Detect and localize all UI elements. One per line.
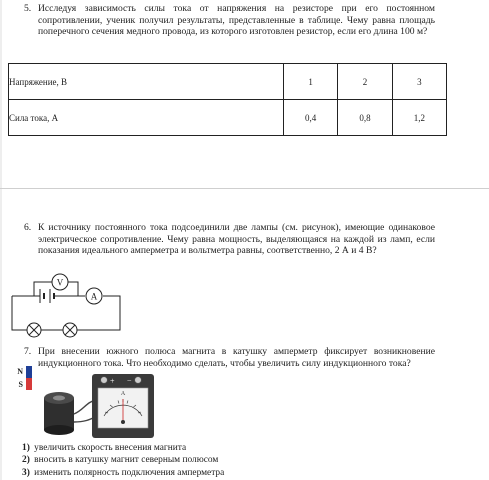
page-edge [0,0,2,480]
meter-plus-label: + [110,376,115,386]
table-row [9,64,447,100]
question-text: Исследуя зависимость силы тока от напряжения на резисторе при его постоянном сопротивлении, ученик получил результаты, представленные в таблице. Чему равна площадь поперечного сечения медного провода, из которого изготовлен резистор, если его длина 100 м? [38,3,435,38]
question-text: К источнику постоянного тока подсоединили две лампы (см. рисунок), имеющие одинаковое электрическое сопротивление. Чему равна мощность, выделяющаяся на каждой из ламп, если показания идеального амперметра и вольтметра равны, соответственно, 2 А и 4 В? [38,222,435,257]
ammeter-label: A [90,291,98,302]
magnet-north-label: N [17,367,23,376]
page-separator [0,188,489,189]
option-number: 3) [22,467,30,478]
question-5 [10,3,435,38]
lamp-icon [27,323,41,337]
question-number: 6. [24,222,32,233]
option-text: увеличить скорость внесения магнита [34,443,187,453]
list-item [22,442,224,454]
magnet-south-label: S [18,380,23,389]
option-text: вносить в катушку магнит северным полюсом [34,455,219,466]
ammeter-device-icon [92,374,154,438]
list-item [22,454,224,466]
question-number: 5. [24,3,32,14]
meter-unit-label: А [120,391,126,397]
table-cell: 3 [392,64,446,100]
list-item [22,467,224,479]
voltmeter-label: V [56,277,64,288]
option-number: 2) [22,455,30,466]
table-cell: 0,4 [284,100,338,136]
question-number: 7. [24,346,32,357]
battery-icon [40,289,54,303]
answer-options [22,442,224,479]
question-text: При внесении южного полюса магнита в катушку амперметр фиксирует возникновение индукционного тока. Что необходимо сделать, чтобы увеличить силу индукционного тока? [38,346,435,369]
option-text: изменить полярность подключения амперметра [34,467,225,478]
table-cell-label: Напряжение, В [9,64,284,100]
table-cell-label: Сила тока, А [9,100,284,136]
table-cell: 2 [338,64,392,100]
lamp-icon [63,323,77,337]
bar-magnet-icon [17,366,32,390]
question-6 [10,222,435,257]
coil-icon [44,392,74,435]
circuit-diagram [6,264,126,344]
voltmeter-icon [52,274,68,290]
meter-minus-label: − [127,376,132,386]
option-number: 1) [22,443,30,453]
table-cell: 1,2 [392,100,446,136]
table-cell: 1 [284,64,338,100]
ammeter-icon [86,288,102,304]
table-row [9,100,447,136]
circuit-wire [68,282,78,296]
induction-experiment-illustration [12,362,182,442]
table-cell: 0,8 [338,100,392,136]
data-table [8,63,447,136]
